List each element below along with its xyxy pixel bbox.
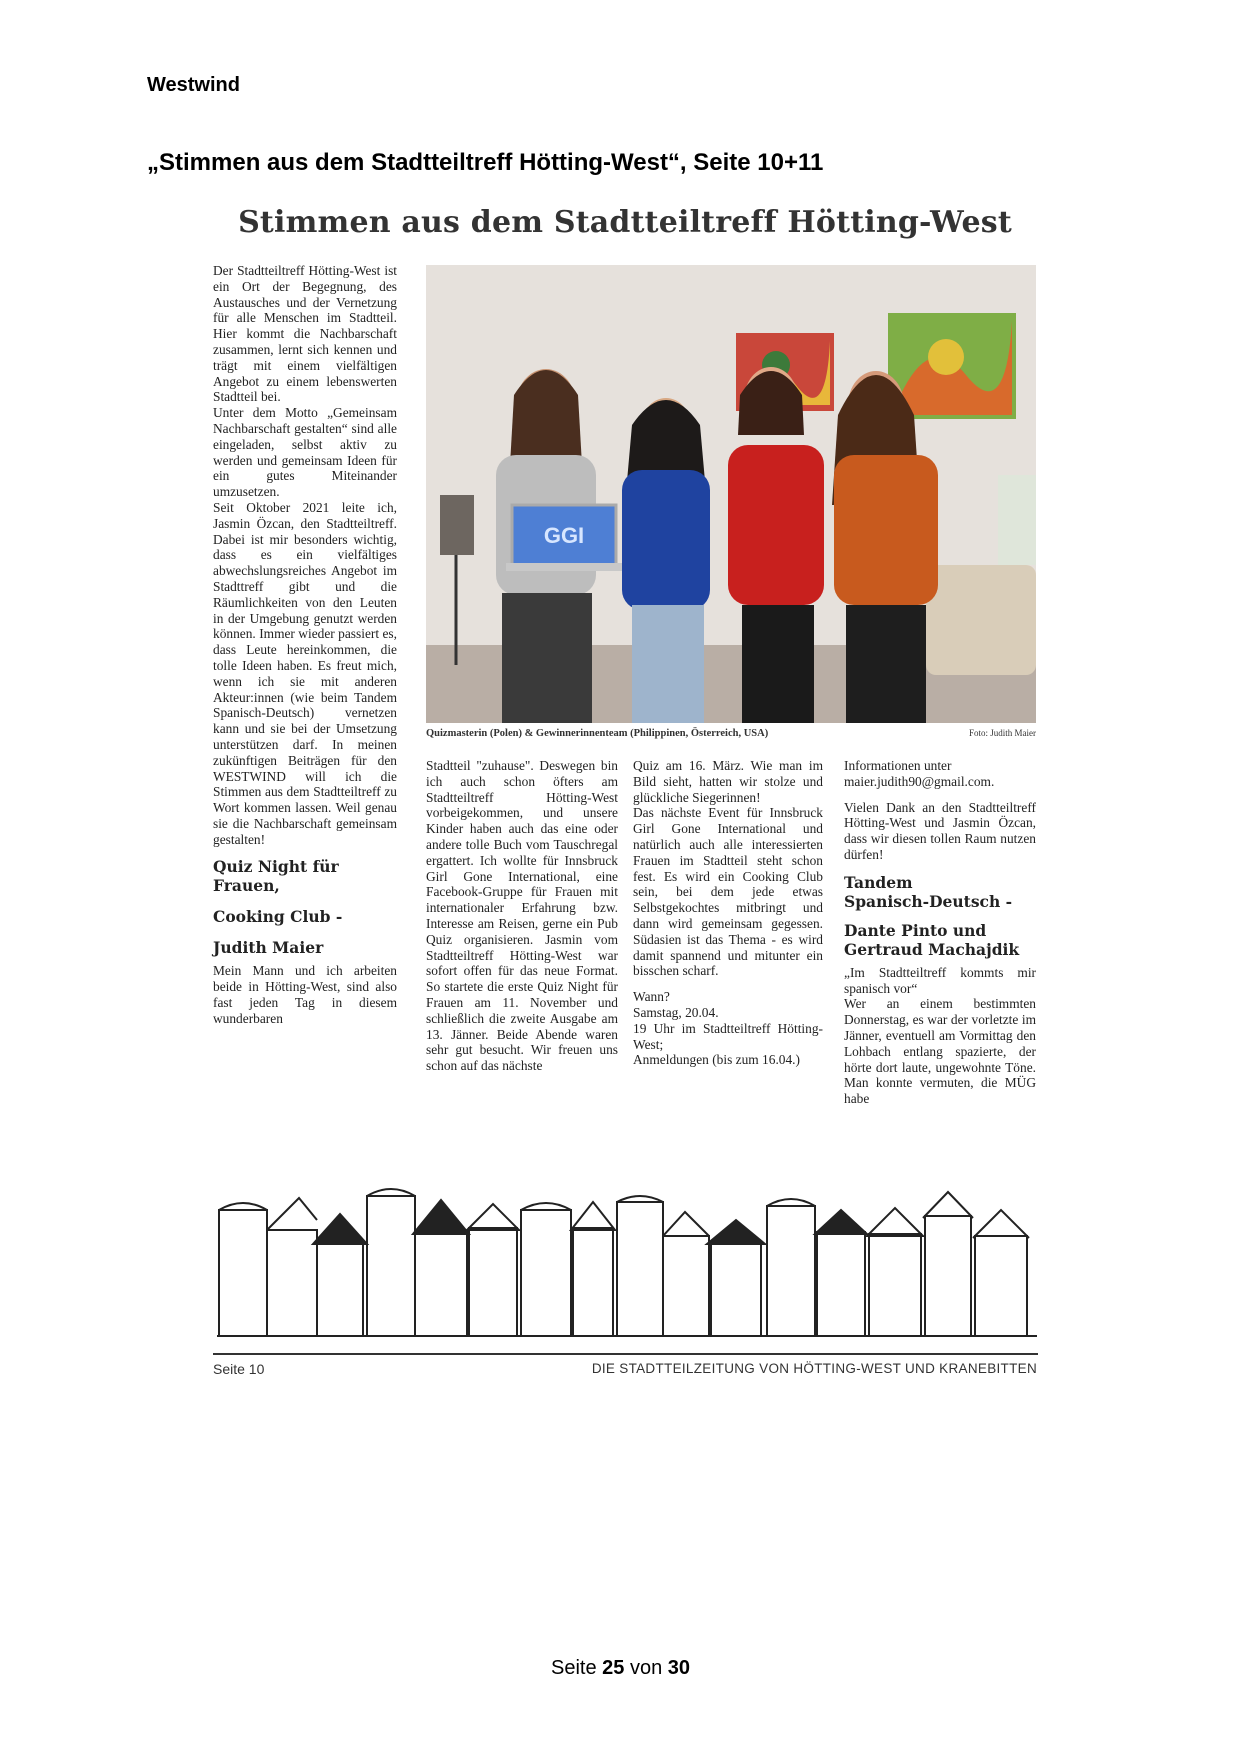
paragraph: Der Stadtteiltreff Hötting-West ist ein Ort der Begegnung, des Austausches und der Vernetzung für alle Menschen im Stadtteil. Hier kommt die Nachbarschaft zusammen, lernt sich kennen und trägt mit einem vielfältigen Angebot zu einem lebenswerten Stadtteil bei. xyxy=(213,263,397,405)
footer-rule xyxy=(213,1353,1038,1355)
paragraph: Informationen unter maier.judith90@gmail.com. xyxy=(844,758,995,789)
article-title: Stimmen aus dem Stadtteiltreff Hötting-West xyxy=(238,205,1012,240)
publication-name: Westwind xyxy=(147,74,240,96)
paragraph: Mein Mann und ich arbeiten beide in Hötting-West, sind also fast jeden Tag in diesem wunderbaren xyxy=(213,963,397,1026)
caption-text: Quizmasterin (Polen) & Gewinnerinnenteam (Philippinen, Österreich, USA) xyxy=(426,728,769,739)
page-number-middle: von xyxy=(629,1657,663,1679)
laptop-logo-text: GGI xyxy=(543,523,585,548)
page-number-current: 25 xyxy=(602,1657,625,1679)
heading-line: Tandem xyxy=(844,872,913,892)
page-number xyxy=(0,1657,1241,1680)
section-heading-quiz-night xyxy=(213,857,397,957)
houses-illustration xyxy=(217,1170,1037,1345)
photo-credit: Foto: Judith Maier xyxy=(969,728,1036,738)
heading-line: Cooking Club - xyxy=(213,907,343,927)
paragraph: Wann? xyxy=(633,989,670,1005)
paragraph: Stadtteil "zuhause". Deswegen bin ich auch schon öfters am Stadtteiltreff Hötting-West vorbeigekommen, und unsere Kinder haben auch das eine oder andere tolle Buch vom Tauschregal ergattert. Ich wollte für Innsbruck Girl Gone International, eine Facebook-Gruppe für Frauen mit internationaler Erfahrung bzw. Interesse am Reisen, gerne ein Pub Quiz organisieren. Jasmin vom Stadtteiltreff Hötting-West war sofort offen für das neue Format. So startete die erste Quiz Night für Frauen am 11. November und schließlich die zweite Ausgabe am 13. Jänner. Beide Abende waren sehr gut besucht. Wir freuen uns schon auf das nächste xyxy=(426,758,618,1074)
paragraph: Seit Oktober 2021 leite ich, Jasmin Özcan, den Stadtteiltreff. Dabei ist mir besonders wichtig, dass es ein vielfältiges abwechslungsreiches Angebot im Stadttreff gibt und die Räumlichkeiten von den Leuten in der Umgebung genutzt werden können. Immer wieder passiert es, dass Leute hereinkommen, die tolle Ideen haben. Es freut mich, wenn ich sie mit anderen Akteur:innen (wie beim Tandem Spanisch-Deutsch) vernetzen kann und sie bei der Umsetzung unterstützen darf. In meinen zukünftigen Beiträgen für den WESTWIND will ich die Stimmen aus dem Stadtteiltreff zu Wort kommen lassen. Weil genau sie die Nachbarschaft gemeinsam gestalten! xyxy=(213,499,397,847)
photo-illustration xyxy=(426,265,1036,723)
paragraph: Das nächste Event für Innsbruck Girl Gone International und natürlich auch alle interessierten Frauen im Stadtteil steht schon fest. Es wird ein Cooking Club sein, bei dem jede etwas Selbstgekochtes mitbringt und dann wird gemeinsam gegessen. Südasien ist das Thema - es wird damit spannend und mitunter ein bisschen scharf. xyxy=(633,805,823,979)
newspaper-tagline: DIE STADTTEILZEITUNG VON HÖTTING-WEST UND KRANEBITTEN xyxy=(591,1361,1037,1376)
clipping-page-label: Seite 10 xyxy=(213,1361,265,1377)
photo-caption xyxy=(426,728,1036,739)
heading-line: Dante Pinto und Gertraud Machajdik xyxy=(844,920,1020,959)
heading-line: Spanisch-Deutsch - xyxy=(844,891,1013,911)
section-heading-tandem xyxy=(844,873,1036,911)
document-title: „Stimmen aus dem Stadtteiltreff Hötting-West“, Seite 10+11 xyxy=(147,149,824,176)
paragraph: Quiz am 16. März. Wie man im Bild sieht, hatten wir stolze und glückliche Siegerinnen! xyxy=(633,758,823,805)
page-number-prefix: Seite xyxy=(550,1657,597,1679)
newspaper-clipping xyxy=(205,195,1045,1385)
page-number-total: 30 xyxy=(667,1657,691,1679)
article-column-3 xyxy=(633,758,823,1068)
paragraph: 19 Uhr im Stadtteiltreff Hötting-West; xyxy=(633,1020,823,1052)
paragraph: Anmeldungen (bis zum 16.04.) xyxy=(633,1052,800,1068)
heading-line: Quiz Night für Frauen, xyxy=(213,857,339,896)
heading-line: Judith Maier xyxy=(213,938,324,958)
paragraph: Unter dem Motto „Gemeinsam Nachbarschaft gestalten“ sind alle eingeladen, selbst aktiv zu werden und gemeinsam Ideen für ein gutes Miteinander umzusetzen. xyxy=(213,405,397,500)
paragraph: Vielen Dank an den Stadtteiltreff Hötting-West und Jasmin Özcan, dass wir diesen tollen Raum nutzen dürfen! xyxy=(844,799,1036,862)
paragraph: Samstag, 20.04. xyxy=(633,1004,719,1020)
article-column-2 xyxy=(426,758,618,1074)
article-column-1 xyxy=(213,263,397,1027)
article-column-4 xyxy=(844,758,1036,1107)
group-photo xyxy=(426,265,1036,723)
section-heading-authors xyxy=(844,921,1036,959)
paragraph: „Im Stadtteiltreff kommts mir spanisch vor“ xyxy=(844,964,1036,996)
paragraph: Wer an einem bestimmten Donnerstag, es war der vorletzte im Jänner, eventuell am Vormittag den Lohbach entlang spazierte, der hörte dort laute, ungewohnte Töne. Man konnte vermuten, die MÜG habe xyxy=(844,996,1036,1107)
